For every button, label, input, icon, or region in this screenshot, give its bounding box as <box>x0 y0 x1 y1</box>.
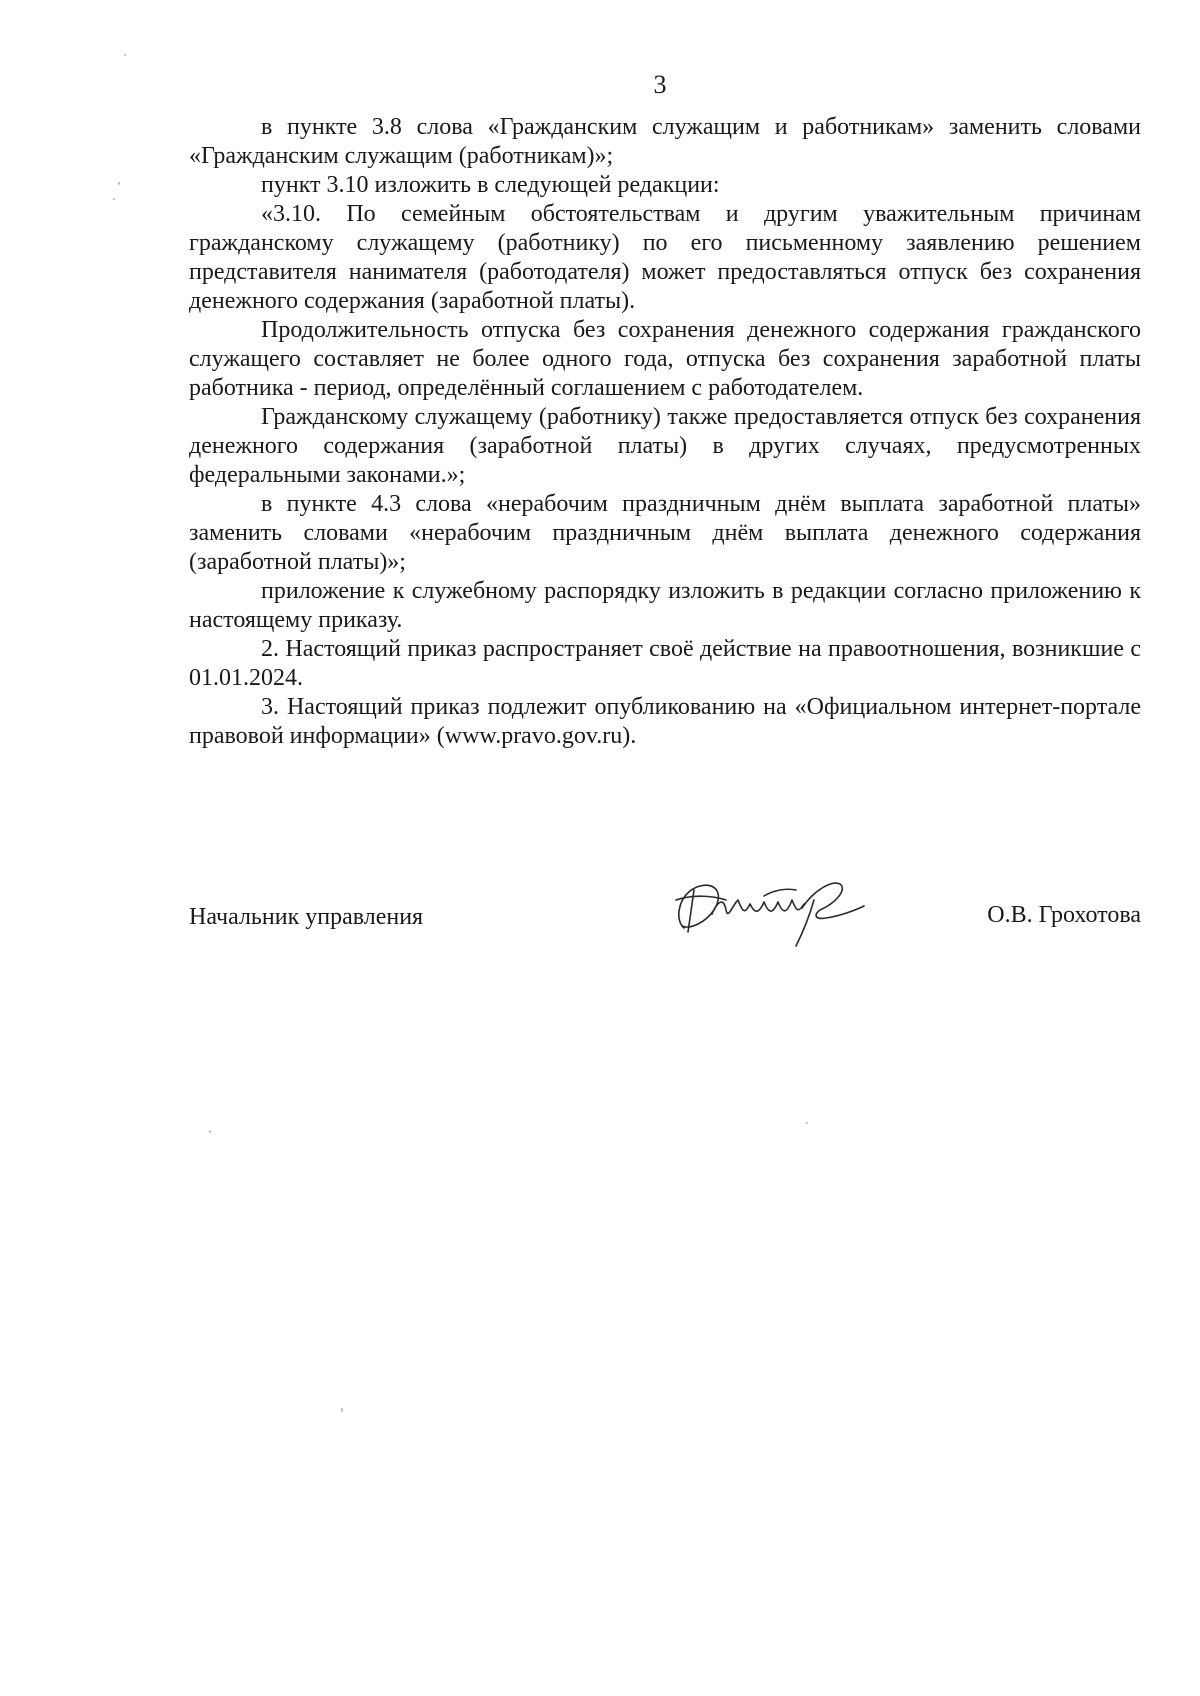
scan-speck <box>124 54 126 56</box>
paragraph-appendix: приложение к служебному распорядку изложить в редакции согласно приложению к настоящему приказу. <box>189 578 1141 633</box>
signature-block <box>189 880 1141 960</box>
scan-speck <box>806 1122 808 1124</box>
paragraph-item-3: 3. Настоящий приказ подлежит опубликованию на «Официальном интернет-портале правовой информации» (www.pravo.gov.ru). <box>189 694 1141 749</box>
paragraph-3-10-text: «3.10. По семейным обстоятельствам и другим уважительным причинам гражданскому служащему (работнику) по его письменному заявлению решением представителя нанимателя (работодателя) может предоставляться отпуск без сохранения денежного содержания (заработной платы). <box>189 201 1141 314</box>
signatory-name: О.В. Грохотова <box>987 902 1141 928</box>
paragraph-amend-4-3: в пункте 4.3 слова «нерабочим праздничным днём выплата заработной платы» заменить словами «нерабочим праздничным днём выплата денежного содержания (заработной платы)»; <box>189 491 1141 575</box>
paragraph-intro-3-10: пункт 3.10 изложить в следующей редакции: <box>261 172 720 198</box>
paragraph-amend-3-8: в пункте 3.8 слова «Гражданским служащим и работникам» заменить словами «Гражданским служащим (работникам)»; <box>189 114 1141 169</box>
paragraph-leave-duration: Продолжительность отпуска без сохранения денежного содержания гражданского служащего составляет не более одного года, отпуска без сохранения заработной платы работника - период, определённый соглашением с работодателем. <box>189 317 1141 401</box>
document-body <box>189 113 1141 751</box>
handwritten-signature <box>664 870 874 950</box>
paragraph-item-2: 2. Настоящий приказ распространяет своё действие на правоотношения, возникшие с 01.01.2024. <box>189 636 1141 691</box>
scan-speck <box>209 1130 211 1133</box>
paragraph-other-cases: Гражданскому служащему (работнику) также предоставляется отпуск без сохранения денежного содержания (заработной платы) в других случаях, предусмотренных федеральными законами.»; <box>189 404 1141 488</box>
scan-speck <box>118 182 120 185</box>
scan-speck <box>113 198 115 200</box>
scan-speck <box>341 1408 343 1412</box>
signatory-position: Начальник управления <box>189 904 424 930</box>
page-number: 3 <box>653 70 667 99</box>
